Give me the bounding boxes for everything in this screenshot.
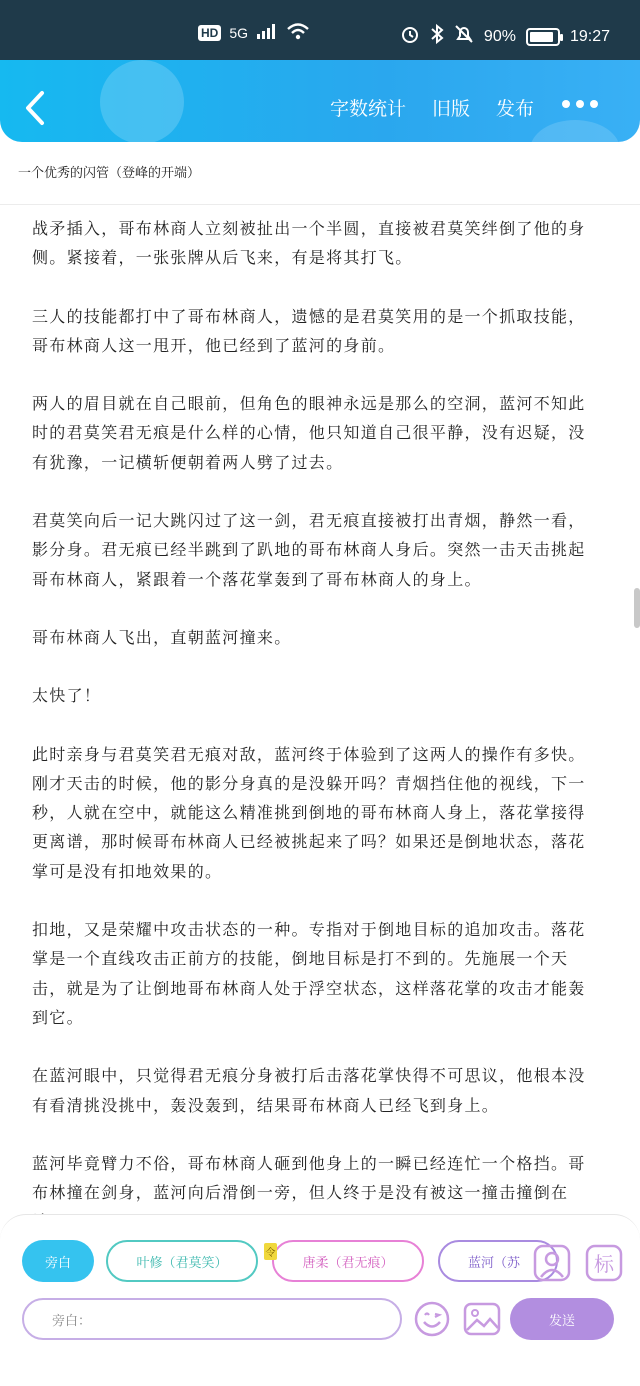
chevron-left-icon [20, 90, 50, 126]
publish-button[interactable]: 发布 [495, 98, 534, 120]
mark-label: 标 [594, 1252, 614, 1276]
more-dots-icon[interactable] [562, 100, 598, 108]
status-bar [0, 0, 640, 60]
paragraph: 三人的技能都打中了哥布林商人，遗憾的是君莫笑用的是一个抓取技能，哥布林商人这一甩开，他已经到了蓝河的身前。 [32, 306, 586, 355]
paragraph: 君莫笑向后一记大跳闪过了这一剑，君无痕直接被打出青烟，静然一看，影分身。君无痕已经半跳到了趴地的哥布林商人身后。突然一击天击挑起哥布林商人，紧跟着一个落花掌轰到了哥布林商人的身上。 [32, 511, 586, 589]
scrollbar-thumb[interactable] [634, 588, 640, 628]
battery-icon [526, 28, 560, 46]
mute-icon [454, 24, 474, 49]
hd-badge: HD [198, 25, 221, 41]
header-actions [330, 94, 534, 121]
person-icon[interactable] [533, 1244, 571, 1282]
emoji-icon[interactable] [413, 1300, 451, 1338]
paragraph: 在蓝河眼中，只觉得君无痕分身被打后击落花掌快得不可思议，他根本没有看清挑没挑中，轰没轰到，结果哥布林商人已经飞到身上。 [32, 1066, 586, 1115]
status-left [198, 22, 310, 43]
paragraph: 两人的眉目就在自己眼前，但角色的眼神永远是那么的空洞，蓝河不知此时的君莫笑君无痕是什么样的心情，他只知道自己很平静，没有迟疑，没有犹豫，一记横斩便朝着两人劈了过去。 [32, 394, 586, 472]
status-right [400, 24, 610, 49]
paragraph: 太快了！ [32, 686, 102, 706]
clock: 19:27 [569, 27, 610, 45]
top-app-bar [0, 60, 640, 142]
paragraph: 蓝河毕竟臂力不俗，哥布林商人砸到他身上的一瞬已经连忙一个格挡。哥布林撞在剑身，蓝河向后滑倒一旁，但人终于是没有被这一撞击撞倒在 [32, 1153, 586, 1203]
divider [0, 204, 640, 205]
chapter-title[interactable]: 一个优秀的闪管（登峰的开端） [18, 166, 201, 181]
input-placeholder: 旁白： [52, 1313, 92, 1329]
role-chip-lan-he[interactable]: 蓝河（苏 [438, 1240, 558, 1282]
old-version-button[interactable]: 旧版 [431, 98, 470, 120]
role-chip-ye-xiu[interactable]: 叶修（君莫笑） [106, 1240, 258, 1282]
battery-fill [530, 32, 553, 42]
battery-text: 90% [483, 27, 516, 45]
decor-bubble [100, 60, 184, 144]
paragraph: 扣地，又是荣耀中攻击状态的一种。专指对于倒地目标的追加攻击。落花掌是一个直线攻击正前方的技能，倒地目标是打不到的。先施展一个天击，就是为了让倒地哥布林商人处于浮空状态，这样落花掌的攻击才能轰到它。 [32, 920, 586, 1027]
paragraph: 哥布林商人飞出，直朝蓝河撞来。 [32, 627, 292, 647]
send-button[interactable]: 发送 [510, 1298, 614, 1340]
message-input[interactable] [22, 1298, 402, 1340]
wifi-icon [286, 22, 310, 43]
role-chip-tang-rou[interactable]: 唐柔（君无痕） [272, 1240, 424, 1282]
bluetooth-icon [430, 24, 444, 49]
paragraph: 战矛插入，哥布林商人立刻被扯出一个半圆，直接被君莫笑绊倒了他的身侧。紧接着，一张张牌从后飞来，有是将其打飞。 [32, 219, 586, 268]
article-body [32, 214, 602, 1214]
network-label: 5G [229, 24, 249, 41]
signal-icon [256, 23, 278, 42]
active-role-tag: 令 [264, 1243, 277, 1260]
mark-button[interactable] [585, 1244, 623, 1282]
image-icon[interactable] [463, 1300, 501, 1338]
alarm-icon [400, 24, 420, 49]
decor-bubble [530, 120, 620, 180]
word-count-button[interactable]: 字数统计 [329, 98, 406, 120]
back-button[interactable] [20, 90, 50, 126]
role-chip-narrator[interactable]: 旁白 [22, 1240, 94, 1282]
paragraph: 此时亲身与君莫笑君无痕对敌，蓝河终于体验到了这两人的操作有多快。刚才天击的时候，他的影分身真的是没躲开吗？青烟挡住他的视线，下一秒，人就在空中，就能这么精准挑到倒地的哥布林商人身上，落花掌接得更离谱，那时候哥布林商人已经被挑起来了吗？如果还是倒地状态，落花掌可是没有扣地效果的。 [32, 744, 586, 881]
